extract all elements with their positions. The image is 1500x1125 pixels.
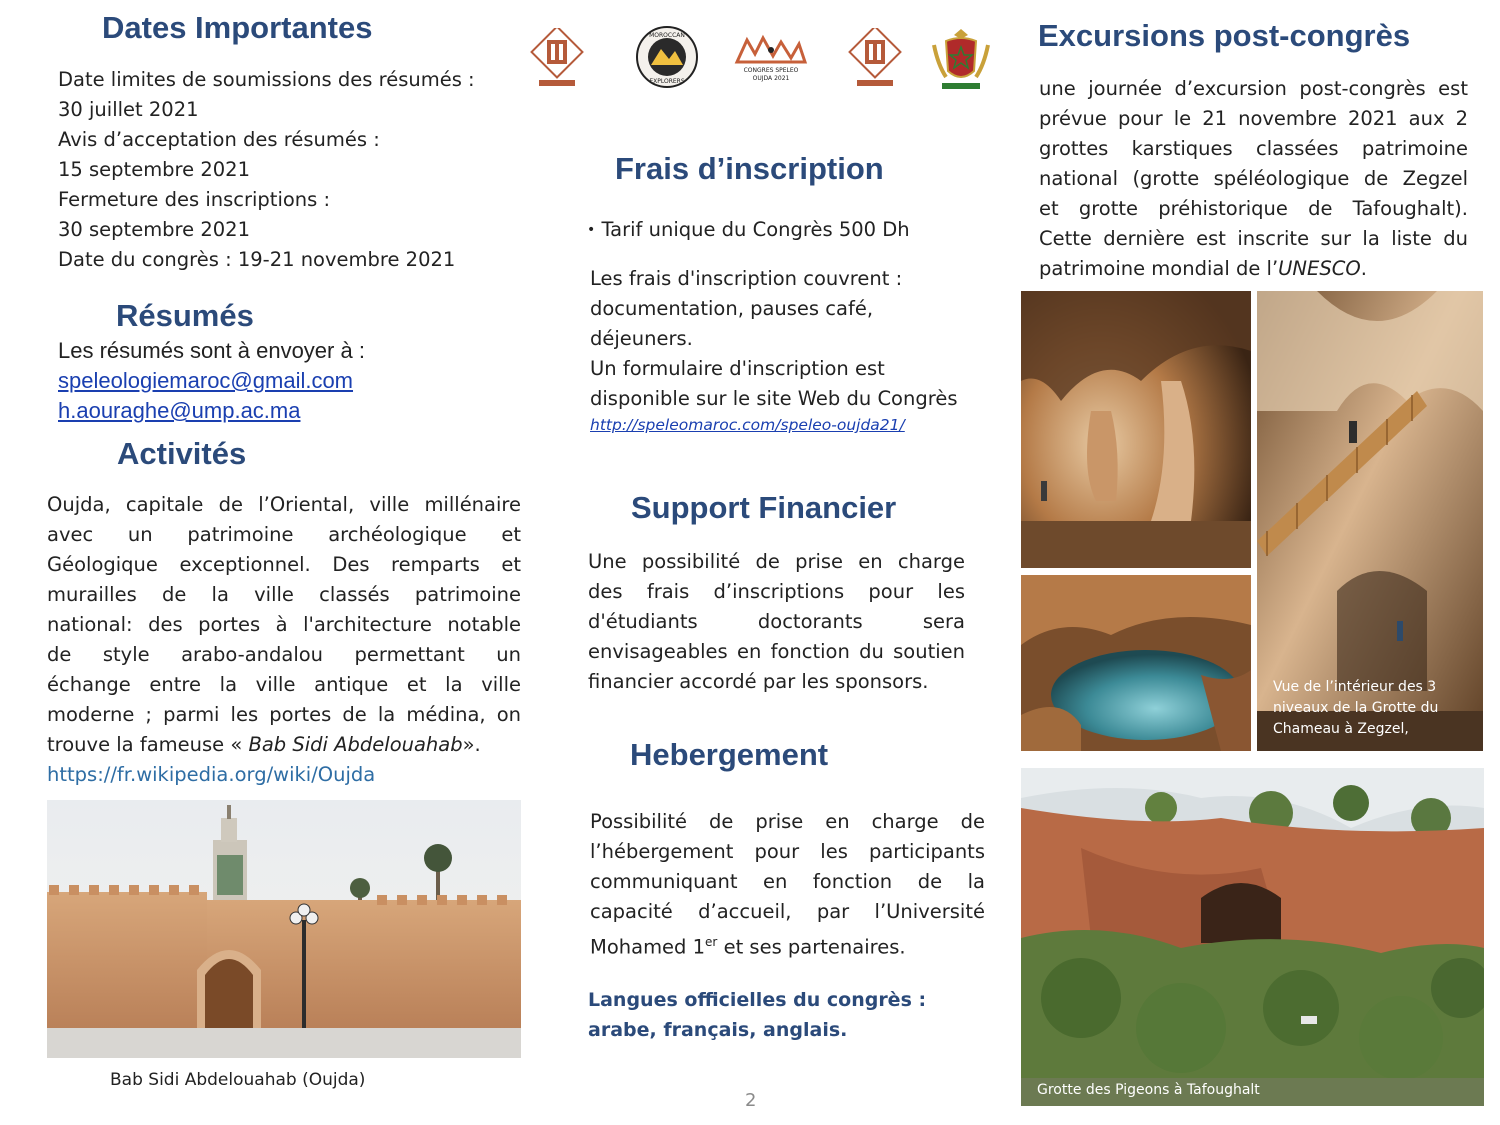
moroccan-logo-top-text: MOROCCAN [649,32,685,39]
activites-last-italic: Bab Sidi Abdelouahab [248,733,463,756]
moroccan-explorers-logo [635,25,699,94]
hebergement-last-line [590,927,985,963]
dates-list [58,65,518,275]
bullet-icon: • [587,222,596,238]
page-number: 2 [745,1090,757,1111]
hebergement-last-text: Mohamed 1 [590,935,706,959]
congres-website-link[interactable]: http://speleomaroc.com/speleo-oujda21/ [590,416,905,434]
support-line: des frais d’inscriptions pour les [588,580,965,603]
excursions-line: grottes karstiques classées patrimoine [1039,137,1468,160]
resumes-block [58,336,365,426]
gate-illustration [47,800,521,1058]
frais-line: déjeuners. [590,327,693,350]
frais-details [590,264,990,436]
congres-logo-text-1: CONGRES SPELEO [743,67,799,74]
activites-paragraph [47,490,521,790]
congres-speleo-logo [733,32,809,87]
activites-line: murailles de la ville classés patrimoine [47,583,521,606]
excursions-last-suffix: . [1360,257,1367,280]
email-link-aouraghe[interactable]: h.aouraghe@ump.ac.ma [58,398,301,423]
excursions-last-line [1039,254,1468,284]
hebergement-sup: er [705,935,718,949]
hebergement-line: l’hébergement pour les participants [590,840,985,863]
frais-bullet-text: Tarif unique du Congrès 500 Dh [601,218,910,241]
dates-line: Date limites de soumissions des résumés : [58,68,475,91]
excursions-line: Cette dernière est inscrite sur la liste du [1039,227,1468,250]
excursions-line: prévue pour le 21 novembre 2021 aux 2 [1039,107,1468,130]
excursions-line: national (grotte spéléologique de Zegzel [1039,167,1468,190]
activites-last-line [47,730,521,760]
activites-line: national: des portes à l'architecture notable [47,613,521,636]
support-line: d'étudiants doctorants sera [588,610,965,633]
dates-line: Fermeture des inscriptions : [58,188,331,211]
langues-officielles: Langues officielles du congrès : arabe, français, anglais. [588,989,927,1041]
dates-line: 30 septembre 2021 [58,218,250,241]
excursions-line: et grotte préhistorique de Tafoughalt). [1039,197,1468,220]
resumes-intro: Les résumés sont à envoyer à : [58,338,365,363]
excursions-paragraph [1039,74,1468,284]
zegzel-cave-bridge-photo [1257,291,1483,751]
excursions-title: Excursions post-congrès [1038,18,1411,53]
support-paragraph [588,547,965,697]
morocco-coat-of-arms-logo [928,25,994,100]
hebergement-line: Possibilité de prise en charge de [590,810,985,833]
zegzel-cave-photo-1 [1021,291,1251,568]
support-title: Support Financier [631,490,897,525]
wikipedia-link[interactable]: https://fr.wikipedia.org/wiki/Oujda [47,763,376,786]
activites-line: échange entre la ville antique et la ville [47,673,521,696]
hebergement-line: capacité d’accueil, par l’Université [590,900,985,923]
excursions-last-italic: UNESCO [1278,257,1361,280]
dates-line: Avis d’acceptation des résumés : [58,128,380,151]
email-link-speleologie[interactable]: speleologiemaroc@gmail.com [58,368,354,393]
support-line: envisageables en fonction du soutien [588,640,965,663]
oujda-photo-caption: Bab Sidi Abdelouahab (Oujda) [110,1070,366,1090]
excursions-line: une journée d’excursion post-congrès est [1039,77,1468,100]
dates-line: 15 septembre 2021 [58,158,250,181]
activites-line: moderne ; parmi les portes de la médina, on [47,703,521,726]
resumes-title: Résumés [116,298,254,333]
activites-line: Géologique exceptionnel. Des remparts et [47,553,521,576]
frais-title: Frais d’inscription [615,151,884,186]
support-line: Une possibilité de prise en charge [588,550,965,573]
hebergement-last-suffix: et ses partenaires. [717,935,906,959]
hebergement-line: communiquant en fonction de la [590,870,985,893]
moroccan-logo-bottom-text: EXPLORERS [649,78,685,85]
frais-line: Les frais d'inscription couvrent : [590,267,903,290]
frais-line: documentation, pauses café, [590,297,874,320]
activites-title: Activités [117,436,247,471]
faculty-emblem-logo [845,28,905,99]
congres-logo-text-2: OUJDA 2021 [752,75,790,82]
oujda-gate-photo [47,800,521,1058]
frais-line: disponible sur le site Web du Congrès [590,387,958,410]
dates-line: Date du congrès : 19-21 novembre 2021 [58,248,456,271]
frais-line: Un formulaire d'inscription est [590,357,885,380]
support-line: financier accordé par les sponsors. [588,670,929,693]
zegzel-caption: Vue de l’intérieur des 3 niveaux de la Grotte du Chameau à Zegzel, [1273,679,1439,737]
tafoughalt-cave-photo [1021,768,1484,1106]
tafoughalt-caption: Grotte des Pigeons à Tafoughalt [1037,1082,1260,1098]
hebergement-paragraph [590,807,985,963]
frais-bullet-item [587,215,910,245]
activites-last-suffix: ». [462,733,481,756]
zegzel-cave-lake-photo [1021,575,1251,751]
university-emblem-logo [527,28,587,99]
activites-line: de style arabo-andalou permettant un [47,643,521,666]
excursions-last-prefix: patrimoine mondial de l’ [1039,257,1279,280]
activites-last-prefix: trouve la fameuse « [47,733,249,756]
dates-title: Dates Importantes [102,10,373,45]
activites-line: avec un patrimoine archéologique et [47,523,521,546]
dates-line: 30 juillet 2021 [58,98,199,121]
hebergement-title: Hebergement [630,737,829,772]
activites-line: Oujda, capitale de l’Oriental, ville millénaire [47,493,521,516]
